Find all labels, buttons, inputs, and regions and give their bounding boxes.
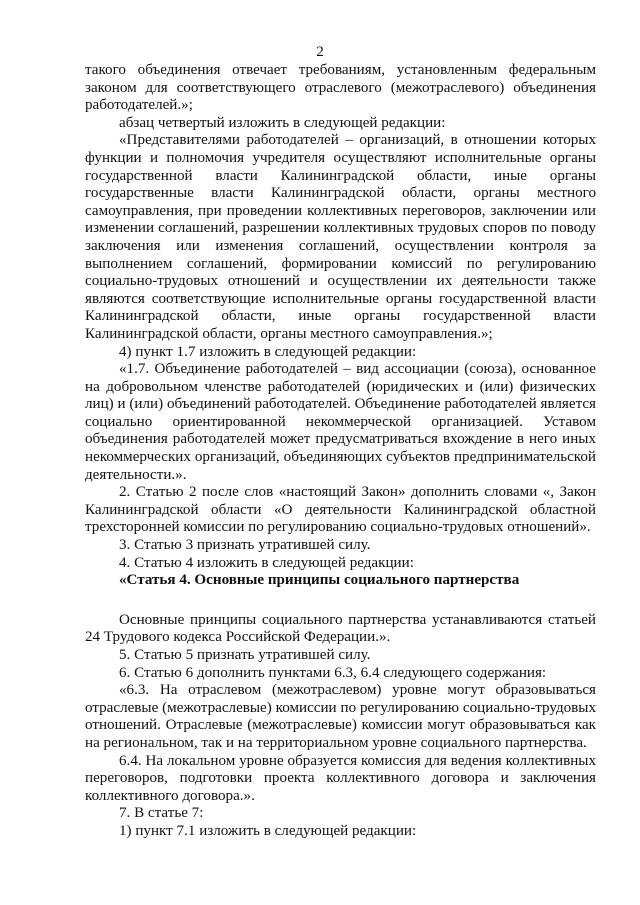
paragraph-article-7: 7. В статье 7: <box>119 805 204 822</box>
paragraph-article-2: 2. Статью 2 после слов «настоящий Закон» дополнить словами «, Закон Калининградской области «О деятельности Калининградской областной трехсторонней комиссии по регулированию социально-трудовых отношений». <box>85 484 596 536</box>
paragraph-principles: Основные принципы социального партнерства устанавливаются статьей 24 Трудового кодекса Российской Федерации.». <box>85 611 596 646</box>
paragraph-article-3: 3. Статью 3 признать утратившей силу. <box>119 537 371 554</box>
heading-article-4: «Статья 4. Основные принципы социального партнерства <box>119 572 520 589</box>
paragraph-item-7-1: 1) пункт 7.1 изложить в следующей редакции: <box>119 822 417 839</box>
paragraph-quoted-1-7: «1.7. Объединение работодателей – вид ассоциации (союза), основанное на добровольном членстве работодателей (юридических и (или) физических лиц) и (или) объединений работодателей. Объединение работодателей является социально ориентированной некоммерческой организацией. Уставом объединения работодателей может предусматриваться вхождение в него иных некоммерческих организаций, объединяющих субъектов предпринимательской деятельности.». <box>85 361 596 483</box>
paragraph-quoted-representatives: «Представителями работодателей – организаций, в отношении которых функции и полномочия учредителя осуществляют исполнительные органы государственной власти Калининградской области, иные органы государственные власти Калининградской области, органы местного самоуправления, при проведении коллективных переговоров, заключении или изменении соглашений, разрешении коллективных трудовых споров по поводу заключения или изменения соглашений, осуществлении контроля за выполнением соглашений, формировании комиссий по регулированию социально-трудовых отношений и осуществлении их деятельности также являются соответствующие исполнительные органы государственной власти Калининградской области, иные органы государственной власти Калининградской области, органы местного самоуправления.»; <box>85 132 596 342</box>
paragraph-continuation: такого объединения отвечает требованиям, установленным федеральным законом для соответствующего отраслевого (межотраслевого) объединения работодателей.»; <box>85 62 596 114</box>
paragraph-article-6: 6. Статью 6 дополнить пунктами 6.3, 6.4 следующего содержания: <box>119 664 547 681</box>
document-body <box>85 62 596 841</box>
paragraph-instruction-abzac: абзац четвертый изложить в следующей редакции: <box>119 114 446 131</box>
page-number: 2 <box>316 44 324 60</box>
paragraph-item-4: 4) пункт 1.7 изложить в следующей редакции: <box>119 343 417 360</box>
paragraph-article-5: 5. Статью 5 признать утратившей силу. <box>119 647 371 663</box>
paragraph-article-4: 4. Статью 4 изложить в следующей редакции: <box>119 554 414 571</box>
paragraph-6-4: 6.4. На локальном уровне образуется комиссия для ведения коллективных переговоров, подготовки проекта коллективного договора и заключения коллективного договора.». <box>85 752 596 804</box>
paragraph-6-3: «6.3. На отраслевом (межотраслевом) уровне могут образовываться отраслевые (межотраслевые) комиссии по регулированию социально-трудовых отношений. Отраслевые (межотраслевые) комиссии могут образовываться как на региональном, так и на территориальном уровне социального партнерства. <box>85 682 596 751</box>
